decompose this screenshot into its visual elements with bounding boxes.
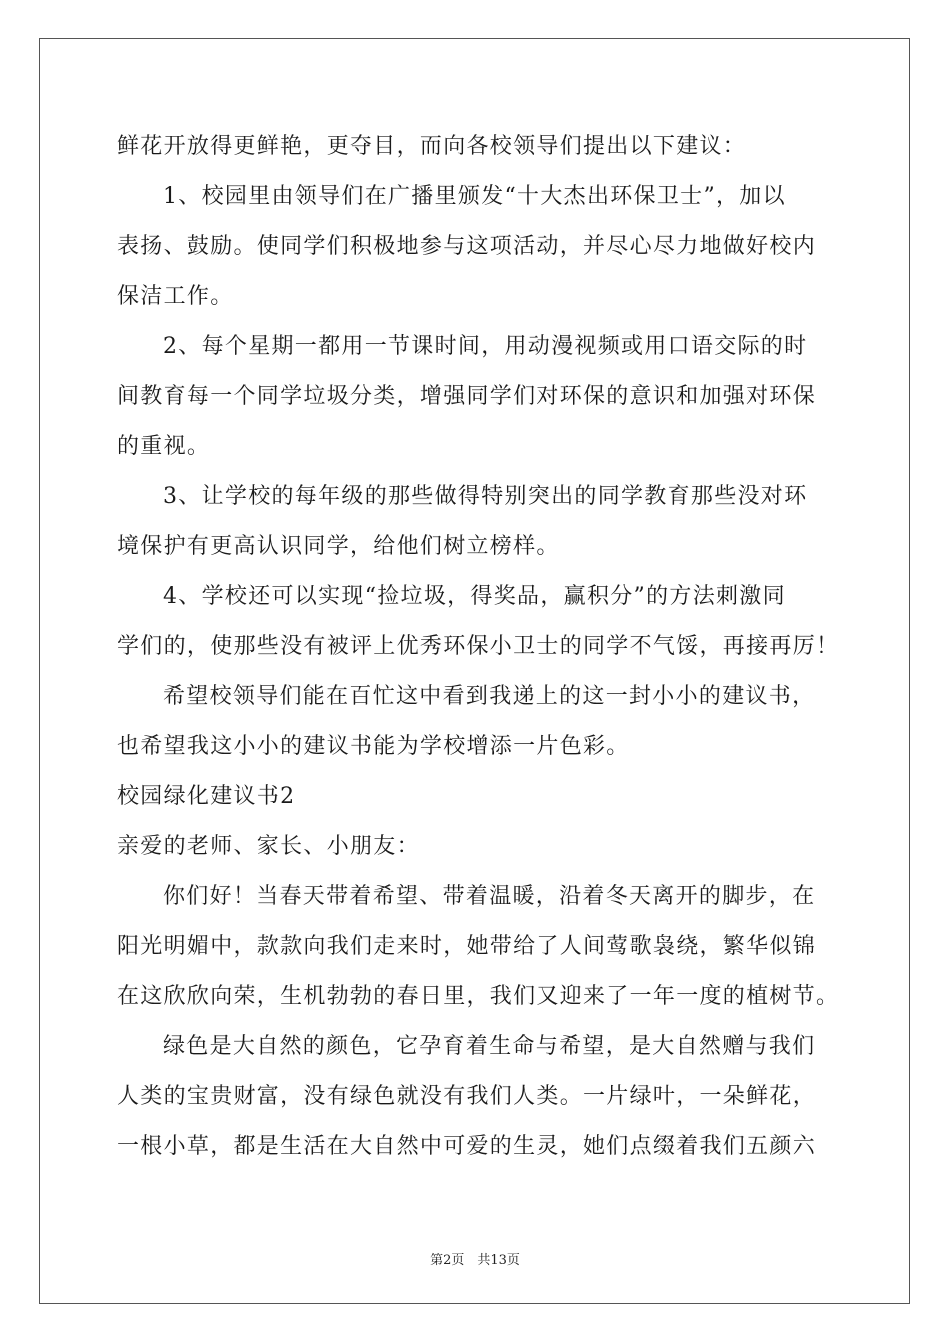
text-line: 鲜花开放得更鲜艳，更夺目，而向各校领导们提出以下建议： [117,134,747,159]
document-body [117,122,840,1172]
text-line: 亲爱的老师、家长、小朋友： [117,834,420,859]
text-line: 人类的宝贵财富，没有绿色就没有我们人类。一片绿叶，一朵鲜花， [117,1084,817,1109]
text-line: 校园绿化建议书2 [117,784,296,809]
text-line: 1、校园里由领导们在广播里颁发“十大杰出环保卫士”，加以 [163,184,786,209]
text-line: 的重视。 [117,434,211,459]
text-line: 4、学校还可以实现“捡垃圾，得奖品，赢积分”的方法刺激同 [163,584,786,609]
text-line: 学们的，使那些没有被评上优秀环保小卫士的同学不气馁，再接再厉！ [117,634,840,659]
page-number-footer: 第2页 共13页 [430,1253,520,1268]
text-line: 一根小草，都是生活在大自然中可爱的生灵，她们点缀着我们五颜六 [117,1134,817,1159]
text-line: 阳光明媚中，款款向我们走来时，她带给了人间莺歌袅绕，繁华似锦 [117,934,817,959]
text-line: 绿色是大自然的颜色，它孕育着生命与希望，是大自然赠与我们 [163,1034,816,1059]
text-line: 2、每个星期一都用一节课时间，用动漫视频或用口语交际的时 [163,334,808,359]
text-line: 境保护有更高认识同学，给他们树立榜样。 [117,534,560,559]
text-line: 表扬、鼓励。使同学们积极地参与这项活动，并尽心尽力地做好校内 [117,234,817,259]
text-line: 希望校领导们能在百忙这中看到我递上的这一封小小的建议书， [163,684,816,709]
text-line: 也希望我这小小的建议书能为学校增添一片色彩。 [117,734,630,759]
text-line: 3、让学校的每年级的那些做得特别突出的同学教育那些没对环 [163,484,808,509]
text-line: 间教育每一个同学垃圾分类，增强同学们对环保的意识和加强对环保 [117,384,817,409]
text-line: 保洁工作。 [117,284,234,309]
text-line: 你们好！当春天带着希望、带着温暖，沿着冬天离开的脚步，在 [163,884,816,909]
text-line: 在这欣欣向荣，生机勃勃的春日里，我们又迎来了一年一度的植树节。 [117,984,840,1009]
